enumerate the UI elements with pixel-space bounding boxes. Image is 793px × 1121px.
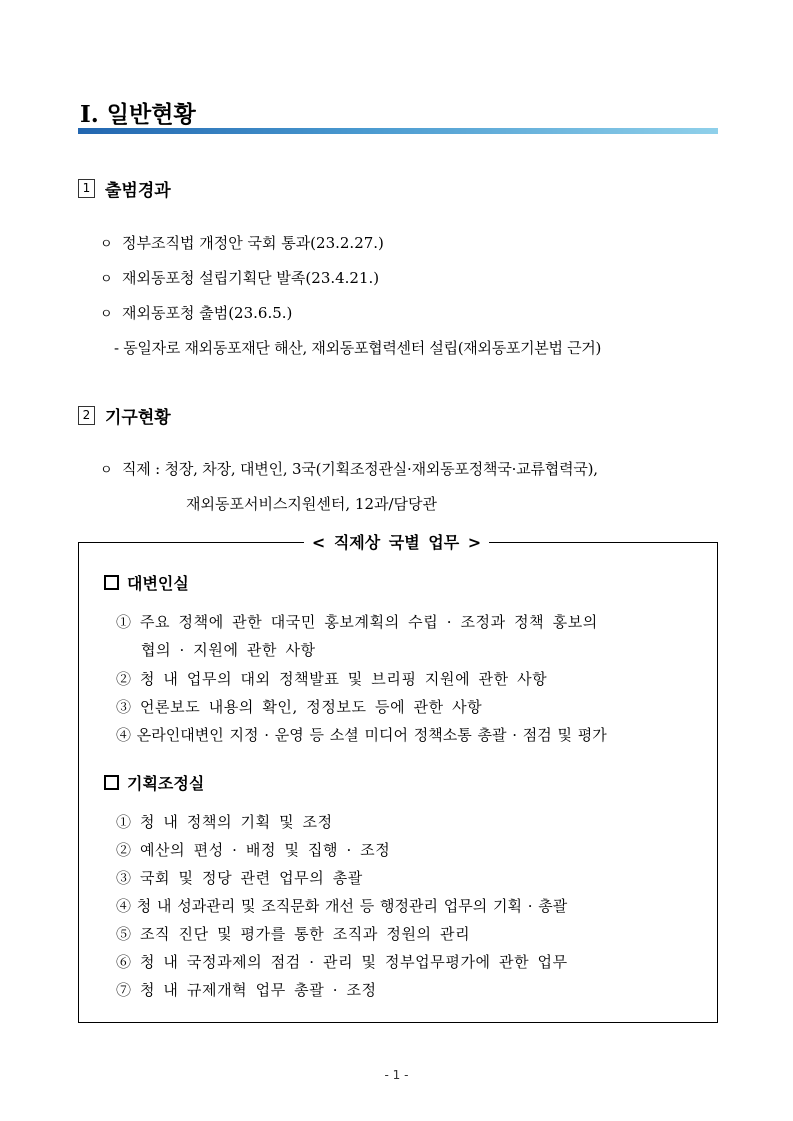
bullet-text: 직제 : 청장, 차장, 대변인, 3국(기획조정관실·재외동포정책국·교류협력국), bbox=[122, 460, 598, 478]
duty-item: ② 예산의 편성 · 배정 및 집행 · 조정 bbox=[116, 841, 391, 859]
sub-note: - 동일자로 재외동포재단 해산, 재외동포협력센터 설립(재외동포기본법 근거) bbox=[114, 339, 602, 357]
bullet-text: 재외동포청 설립기획단 발족(23.4.21.) bbox=[122, 269, 380, 287]
bullet-line bbox=[100, 267, 379, 288]
group-heading-text: 기획조정실 bbox=[127, 774, 205, 793]
checkbox-square-icon bbox=[104, 775, 119, 790]
page-title bbox=[80, 96, 196, 129]
group-heading-text: 대변인실 bbox=[127, 574, 189, 593]
bullet-line bbox=[100, 458, 598, 479]
bullet-icon: ㅇ bbox=[100, 237, 113, 252]
duty-item: ④ 온라인대변인 지정 · 운영 등 소셜 미디어 정책소통 총괄 · 점검 및 평가 bbox=[116, 726, 607, 744]
section-heading-text: 기구현황 bbox=[105, 408, 171, 428]
title-underline bbox=[78, 128, 718, 134]
title-text: 일반현황 bbox=[106, 102, 196, 128]
bullet-icon: ㅇ bbox=[100, 463, 113, 478]
duty-item: ③ 언론보도 내용의 확인, 정정보도 등에 관한 사항 bbox=[116, 698, 483, 716]
duty-item-continuation: 협의 · 지원에 관한 사항 bbox=[141, 641, 316, 659]
bullet-line bbox=[100, 232, 384, 253]
bullet-text: 재외동포청 출범(23.6.5.) bbox=[122, 304, 293, 322]
duty-item: ③ 국회 및 정당 관련 업무의 총괄 bbox=[116, 869, 363, 887]
duty-item: ① 주요 정책에 관한 대국민 홍보계획의 수립 · 조정과 정책 홍보의 bbox=[116, 613, 598, 631]
group-heading-spokesperson bbox=[104, 571, 189, 594]
section-heading-2 bbox=[78, 403, 171, 428]
bullet-continuation: 재외동포서비스지원센터, 12과/담당관 bbox=[186, 495, 438, 513]
bullet-icon: ㅇ bbox=[100, 307, 113, 322]
bullet-icon: ㅇ bbox=[100, 272, 113, 287]
duty-item: ⑤ 조직 진단 및 평가를 통한 조직과 정원의 관리 bbox=[116, 925, 471, 943]
duty-item: ② 청 내 업무의 대외 정책발표 및 브리핑 지원에 관한 사항 bbox=[116, 670, 548, 688]
duties-box-title bbox=[0, 530, 793, 553]
bullet-line bbox=[100, 302, 292, 323]
section-number-box: 1 bbox=[78, 179, 95, 198]
section-heading-1 bbox=[78, 176, 171, 201]
title-numeral: I. bbox=[80, 101, 99, 128]
checkbox-square-icon bbox=[104, 575, 119, 590]
bullet-text: 정부조직법 개정안 국회 통과(23.2.27.) bbox=[122, 234, 384, 252]
duty-item: ⑥ 청 내 국정과제의 점검 · 관리 및 정부업무평가에 관한 업무 bbox=[116, 953, 568, 971]
duty-item: ⑦ 청 내 규제개혁 업무 총괄 · 조정 bbox=[116, 981, 377, 999]
section-number-box: 2 bbox=[78, 406, 95, 425]
page-number: - 1 - bbox=[384, 1068, 409, 1082]
duty-item: ① 청 내 정책의 기획 및 조정 bbox=[116, 813, 333, 831]
duty-item: ④ 청 내 성과관리 및 조직문화 개선 등 행정관리 업무의 기획 · 총괄 bbox=[116, 897, 568, 915]
section-heading-text: 출범경과 bbox=[105, 181, 171, 201]
duties-box-title-text: < 직제상 국별 업무 > bbox=[304, 533, 489, 552]
group-heading-planning bbox=[104, 771, 204, 794]
